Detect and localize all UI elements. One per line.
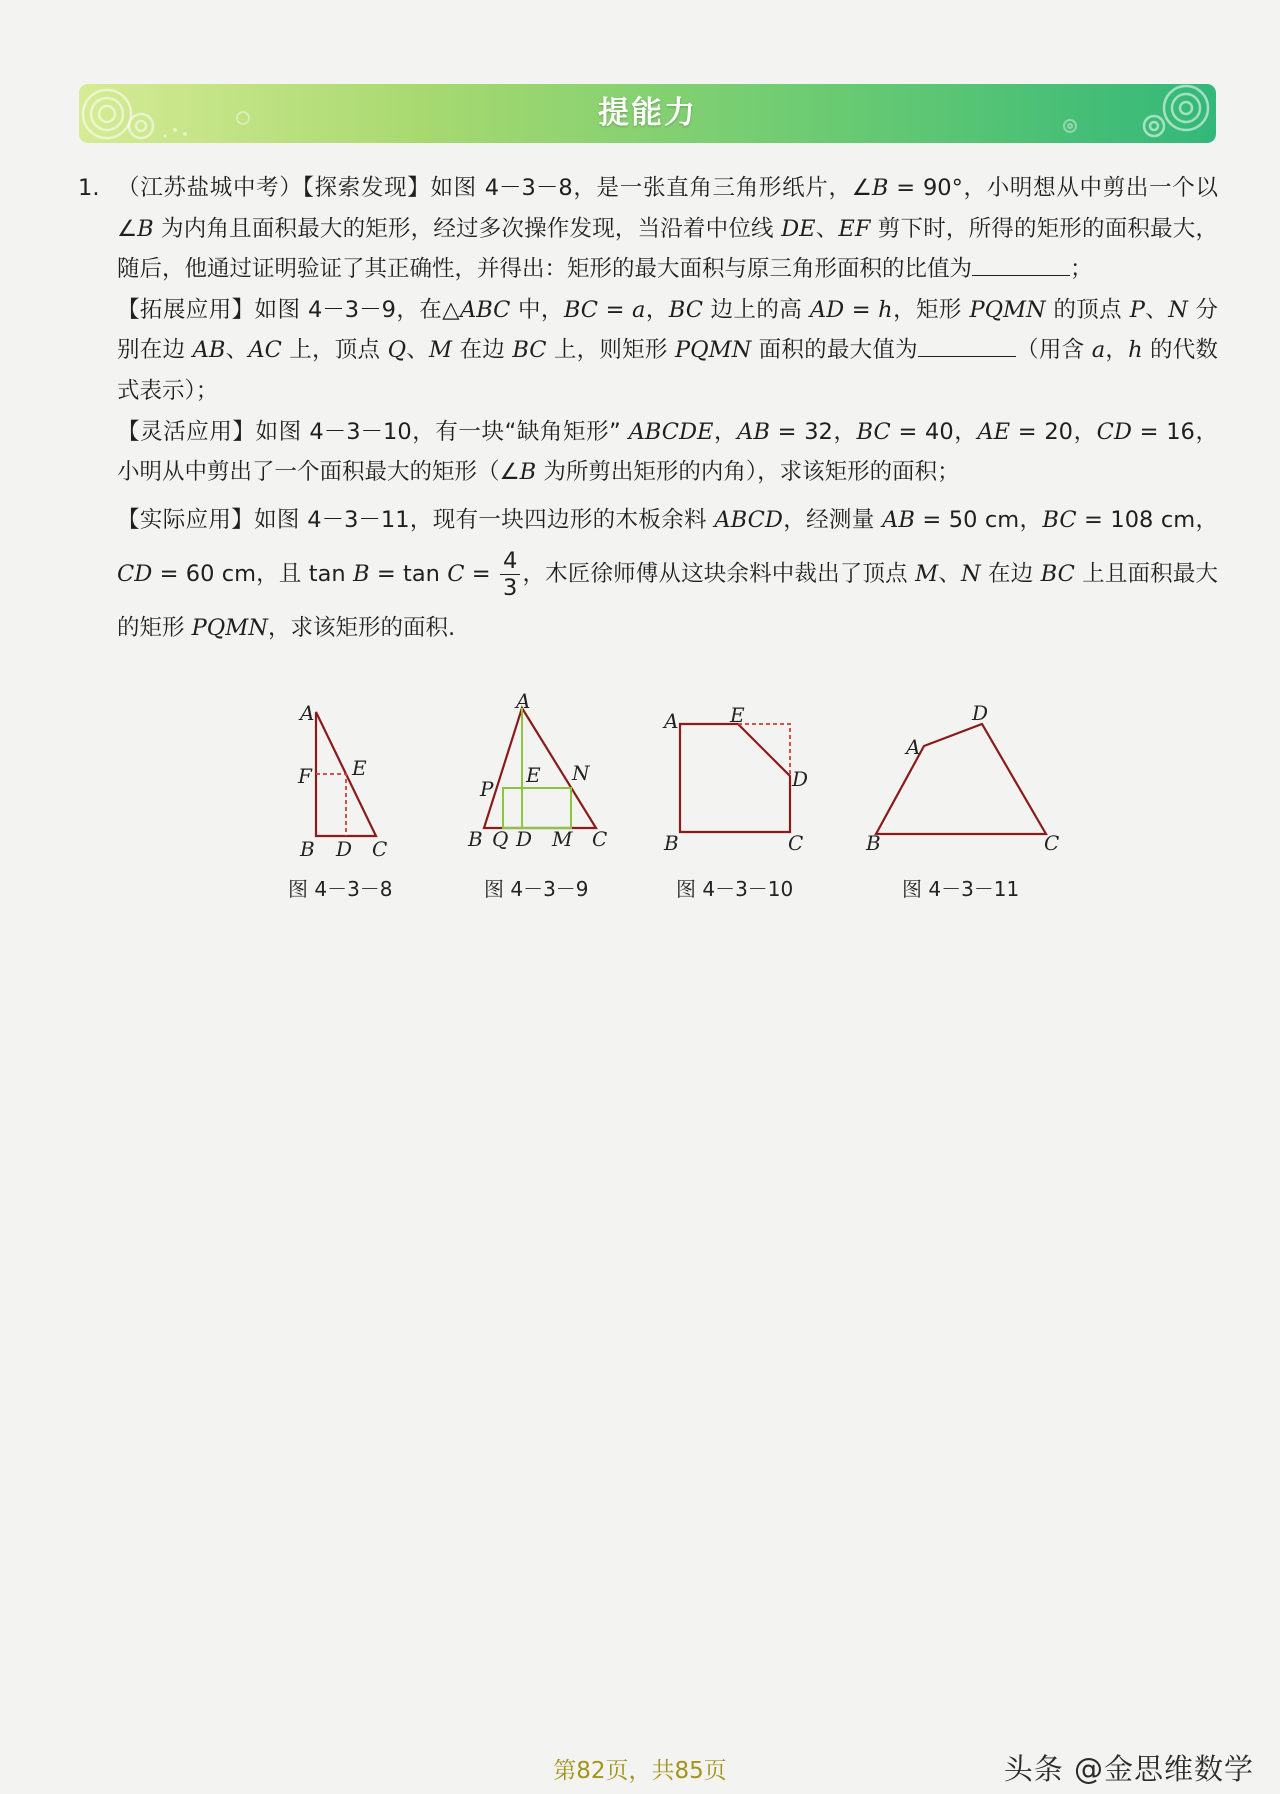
watermark: 头条 @金思维数学 <box>1003 1752 1254 1786</box>
label-B: B <box>468 827 483 851</box>
caption-4-3-9: 图 4－3－9 <box>484 877 589 901</box>
section-title: 提能力 <box>598 95 697 131</box>
label-A: A <box>516 689 531 713</box>
label-P: P <box>480 777 494 801</box>
label-E: E <box>352 756 367 780</box>
label-D: D <box>792 767 809 791</box>
figures-row <box>0 690 1280 920</box>
section-banner <box>79 84 1216 143</box>
fraction-four-thirds: $\frac{4}{3}$ <box>500 548 520 601</box>
caption-4-3-8: 图 4－3－8 <box>288 877 393 901</box>
label-D: D <box>336 837 353 861</box>
label-C: C <box>592 827 608 851</box>
answer-blank-2 <box>918 334 1016 357</box>
label-E: E <box>730 703 745 727</box>
label-A: A <box>300 701 315 725</box>
label-C: C <box>788 831 804 855</box>
label-N: N <box>572 761 590 785</box>
label-B: B <box>664 831 679 855</box>
paragraph-practical: 【实际应用】如图 4－3－11，现有一块四边形的木板余料 ABCD，经测量 AB = 50 cm，BC = 108 cm，CD = 60 cm，且 tan B = tan C = $\frac{4}{3}$ ，木匠徐师傅从这块余料中裁出了顶点 M、N 在边 BC 上且面积最大的矩形 PQMN，求该矩形的面积. <box>117 506 1218 641</box>
label-F: F <box>298 764 312 788</box>
label-A: A <box>664 709 679 733</box>
label-B: B <box>866 831 881 855</box>
page-footer: 第82页，共85页 <box>553 1758 727 1784</box>
caption-4-3-11: 图 4－3－11 <box>902 877 1020 901</box>
label-D: D <box>516 827 533 851</box>
label-C: C <box>1044 831 1060 855</box>
paragraph-flexible: 【灵活应用】如图 4－3－10，有一块“缺角矩形” ABCDE，AB = 32，BC = 40，AE = 20，CD = 16，小明从中剪出了一个面积最大的矩形（∠B 为所剪出矩形的内角），求该矩形的面积； <box>117 418 1218 486</box>
paragraph-extend: 【拓展应用】如图 4－3－9，在△ABC 中，BC = a，BC 边上的高 AD = h，矩形 PQMN 的顶点 P、N 分别在边 AB、AC 上，顶点 Q、M 在边 BC 上，则矩形 PQMN 面积的最大值为 （用含 a，h 的代数式表示）； <box>117 296 1218 404</box>
label-Q: Q <box>492 827 509 851</box>
figure-4-3-11 <box>860 698 1070 855</box>
problem-number: 1. <box>78 175 100 201</box>
caption-4-3-10: 图 4－3－10 <box>676 877 794 901</box>
figure-4-3-8 <box>290 698 410 861</box>
label-A: A <box>906 735 921 759</box>
answer-blank-1 <box>972 253 1070 276</box>
paragraph-explore: （江苏盐城中考）【探索发现】如图 4－3－8，是一张直角三角形纸片，∠B = 90°，小明想从中剪出一个以∠B 为内角且面积最大的矩形，经过多次操作发现，当沿着中位线 DE、EF 剪下时，所得的矩形的面积最大，随后，他通过证明验证了其正确性，并得出：矩形的最大面积与原三角形面积的比值为 ； <box>117 175 1218 283</box>
figure-4-3-10 <box>656 698 816 855</box>
label-E: E <box>526 763 541 787</box>
label-C: C <box>372 837 388 861</box>
problem-1 <box>78 168 1218 655</box>
label-M: M <box>552 827 573 851</box>
label-D: D <box>972 701 989 725</box>
figure-4-3-9 <box>462 689 622 851</box>
label-B: B <box>300 837 315 861</box>
